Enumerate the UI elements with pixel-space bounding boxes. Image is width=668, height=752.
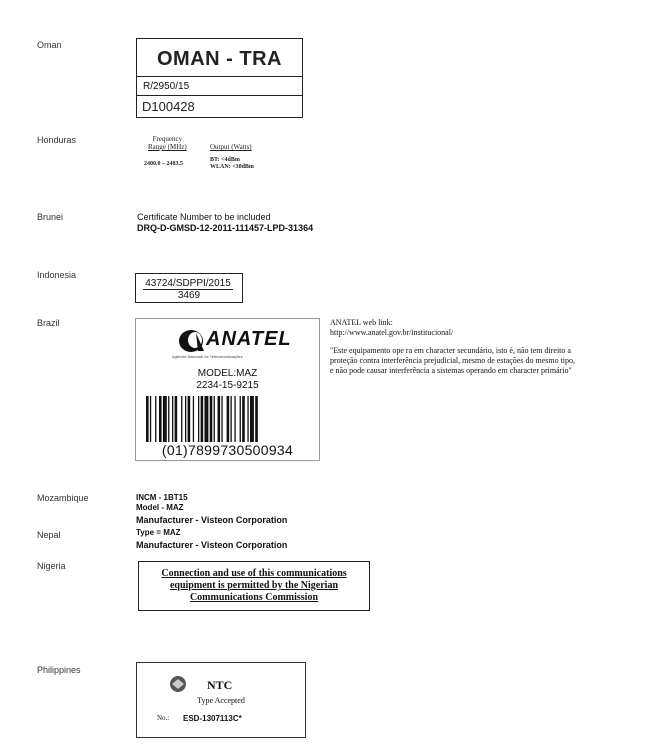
ntc-type-accepted: Type Accepted — [197, 696, 245, 705]
anatel-cert-number: 2234-15-9215 — [196, 380, 259, 391]
mozambique-manufacturer: Manufacturer - Visteon Corporation — [136, 515, 288, 525]
mozambique-model: Model - MAZ — [136, 503, 184, 512]
barcode-bar — [247, 396, 248, 442]
country-label-indonesia: Indonesia — [37, 270, 77, 280]
anatel-barcode — [146, 396, 311, 442]
barcode-bar — [218, 396, 221, 442]
barcode-bar — [221, 396, 222, 442]
country-label-nepal: Nepal — [37, 530, 61, 540]
anatel-brand: ANATEL — [206, 328, 292, 350]
barcode-bar — [193, 396, 194, 442]
nigeria-line2: equipment is permitted by the Nigerian — [169, 580, 339, 591]
brunei-certificate-number: DRQ-D-GMSD-12-2011-111457-LPD-31364 — [137, 223, 314, 233]
barcode-bar — [185, 396, 186, 442]
honduras-col1-line2: Range (MHz) — [148, 143, 187, 151]
barcode-bar — [163, 396, 167, 442]
brazil-notice-line2: proteção contra interferência prejudicial, mesmo de estações do mesmo tipo, — [330, 356, 576, 365]
country-label-mozambique: Mozambique — [37, 493, 89, 503]
barcode-bar — [172, 396, 173, 442]
barcode-bar — [181, 396, 182, 442]
oman-dealer-number: D100428 — [142, 99, 195, 114]
oman-registration-number: R/2950/15 — [137, 77, 302, 96]
country-label-brunei: Brunei — [37, 212, 64, 222]
barcode-bar — [168, 396, 169, 442]
anatel-agency-name: Agência Nacional de Telecomunicações — [172, 354, 243, 359]
barcode-bar — [146, 396, 149, 442]
nepal-type: Type = MAZ — [136, 528, 181, 537]
nepal-manufacturer: Manufacturer - Visteon Corporation — [136, 540, 288, 550]
barcode-bar — [188, 396, 191, 442]
barcode-bar — [155, 396, 156, 442]
oman-title: OMAN - TRA — [137, 39, 302, 77]
barcode-bar — [227, 396, 230, 442]
brazil-notice — [330, 318, 575, 376]
honduras-col1-line1: Frequency — [152, 135, 183, 143]
ntc-no-label: No.: — [157, 714, 170, 722]
barcode-bar — [205, 396, 209, 442]
barcode-bar — [210, 396, 213, 442]
barcode-bar — [231, 396, 232, 442]
honduras-range: 2400.0 – 2483.5 — [144, 161, 183, 167]
nigeria-line1: Connection and use of this communications — [161, 568, 347, 579]
ntc-label — [136, 662, 306, 738]
indonesia-cert-line: 43724/SDPPI/2015 — [143, 278, 233, 290]
country-label-philippines: Philippines — [37, 665, 81, 675]
barcode-bar — [175, 396, 178, 442]
anatel-link-label: ANATEL web link: — [330, 318, 393, 327]
indonesia-pelanggan-id: 3469 — [177, 290, 201, 301]
brazil-notice-line1: "Este equipamento ope ra em character secundário, isto é, não tem direito a — [330, 346, 571, 355]
country-label-honduras: Honduras — [37, 135, 77, 145]
honduras-bt: BT: <4dBm — [210, 157, 240, 163]
barcode-bar — [255, 396, 258, 442]
barcode-bar — [242, 396, 245, 442]
anatel-barcode-number: (01)7899730500934 — [161, 442, 294, 458]
anatel-label — [135, 318, 320, 461]
honduras-power-table — [140, 135, 300, 175]
anatel-logo-icon — [178, 327, 206, 353]
anatel-model: MODEL:MAZ — [197, 368, 258, 379]
anatel-link-url[interactable]: http://www.anatel.gov.br/institucional/ — [330, 328, 454, 337]
ntc-number: ESD-1307113C* — [183, 714, 242, 723]
brunei-note: Certificate Number to be included — [137, 212, 271, 222]
barcode-bar — [234, 396, 235, 442]
honduras-wlan: WLAN: <30dBm — [210, 164, 254, 170]
barcode-bar — [201, 396, 204, 442]
barcode-bar — [214, 396, 215, 442]
indonesia-label — [135, 273, 243, 303]
honduras-col2-header: Output (Watts) — [210, 143, 252, 151]
mozambique-incm: INCM - 1BT15 — [136, 493, 188, 502]
country-label-oman: Oman — [37, 40, 62, 50]
ntc-title: NTC — [207, 678, 233, 692]
barcode-bar — [198, 396, 199, 442]
nigeria-label — [138, 561, 370, 611]
barcode-bar — [159, 396, 162, 442]
barcode-bar — [250, 396, 254, 442]
barcode-bar — [150, 396, 151, 442]
country-label-brazil: Brazil — [37, 318, 60, 328]
country-label-nigeria: Nigeria — [37, 561, 66, 571]
brazil-notice-line3: e não pode causar interferência a sistemas operando em character primário" — [330, 366, 572, 375]
ntc-seal-icon — [169, 675, 187, 693]
barcode-bar — [240, 396, 241, 442]
nigeria-line3: Communications Commission — [189, 592, 319, 603]
oman-tra-label — [136, 38, 303, 118]
